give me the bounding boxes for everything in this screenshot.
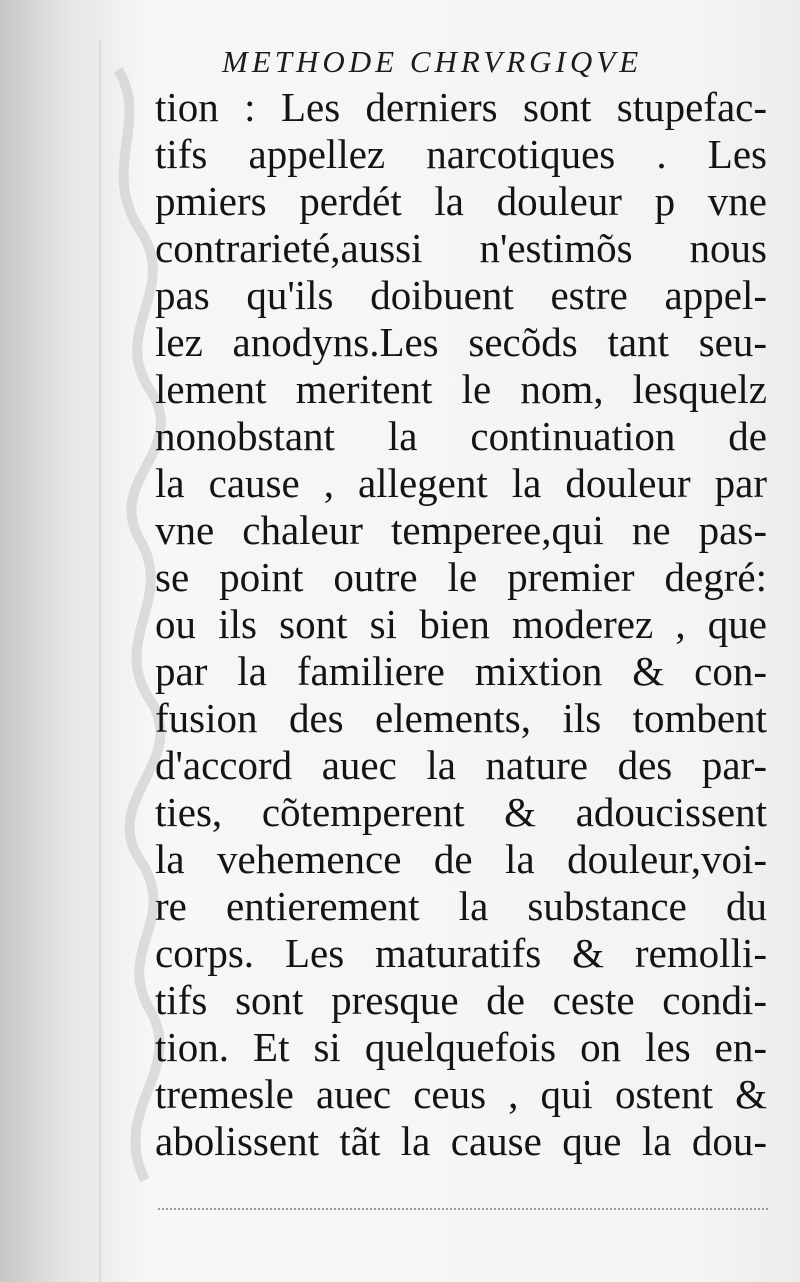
text-line: tion. Et si quelquefois on les en- <box>155 1024 767 1070</box>
text-line: tion : Les derniers sont stupefac- <box>155 84 767 130</box>
text-line: corps. Les maturatifs & remolli- <box>155 930 767 976</box>
text-line: contrarieté,aussi n'estimõs nous <box>155 225 767 271</box>
text-line: nonobstant la continuation de <box>155 413 767 459</box>
text-line: pas qu'ils doibuent estre appel- <box>155 272 767 318</box>
text-line: vne chaleur temperee,qui ne pas- <box>155 507 767 553</box>
text-line: tifs sont presque de ceste condi- <box>155 977 767 1023</box>
page-gutter-shadow <box>0 0 150 1282</box>
running-head: METHODE CHRVRGIQVE <box>222 44 643 79</box>
text-line: fusion des elements, ils tombent <box>155 695 767 741</box>
text-line: ou ils sont si bien moderez , que <box>155 601 767 647</box>
text-line: tremesle auec ceus , qui ostent & <box>155 1071 767 1117</box>
text-line: la vehemence de la douleur,voi- <box>155 836 767 882</box>
text-line: tifs appellez narcotiques . Les <box>155 131 767 177</box>
text-line: pmiers perdét la douleur p vne <box>155 178 767 224</box>
text-line: se point outre le premier degré: <box>155 554 767 600</box>
text-line: ties, cõtemperent & adoucissent <box>155 789 767 835</box>
body-text <box>155 84 767 1165</box>
page-bottom-rule <box>158 1208 768 1210</box>
text-line: par la familiere mixtion & con- <box>155 648 767 694</box>
text-line: lez anodyns.Les secõds tant seu- <box>155 319 767 365</box>
text-line: d'accord auec la nature des par- <box>155 742 767 788</box>
text-line: re entierement la substance du <box>155 883 767 929</box>
text-line: la cause , allegent la douleur par <box>155 460 767 506</box>
text-line: lement meritent le nom, lesquelz <box>155 366 767 412</box>
text-line: abolissent tãt la cause que la dou- <box>155 1118 767 1164</box>
